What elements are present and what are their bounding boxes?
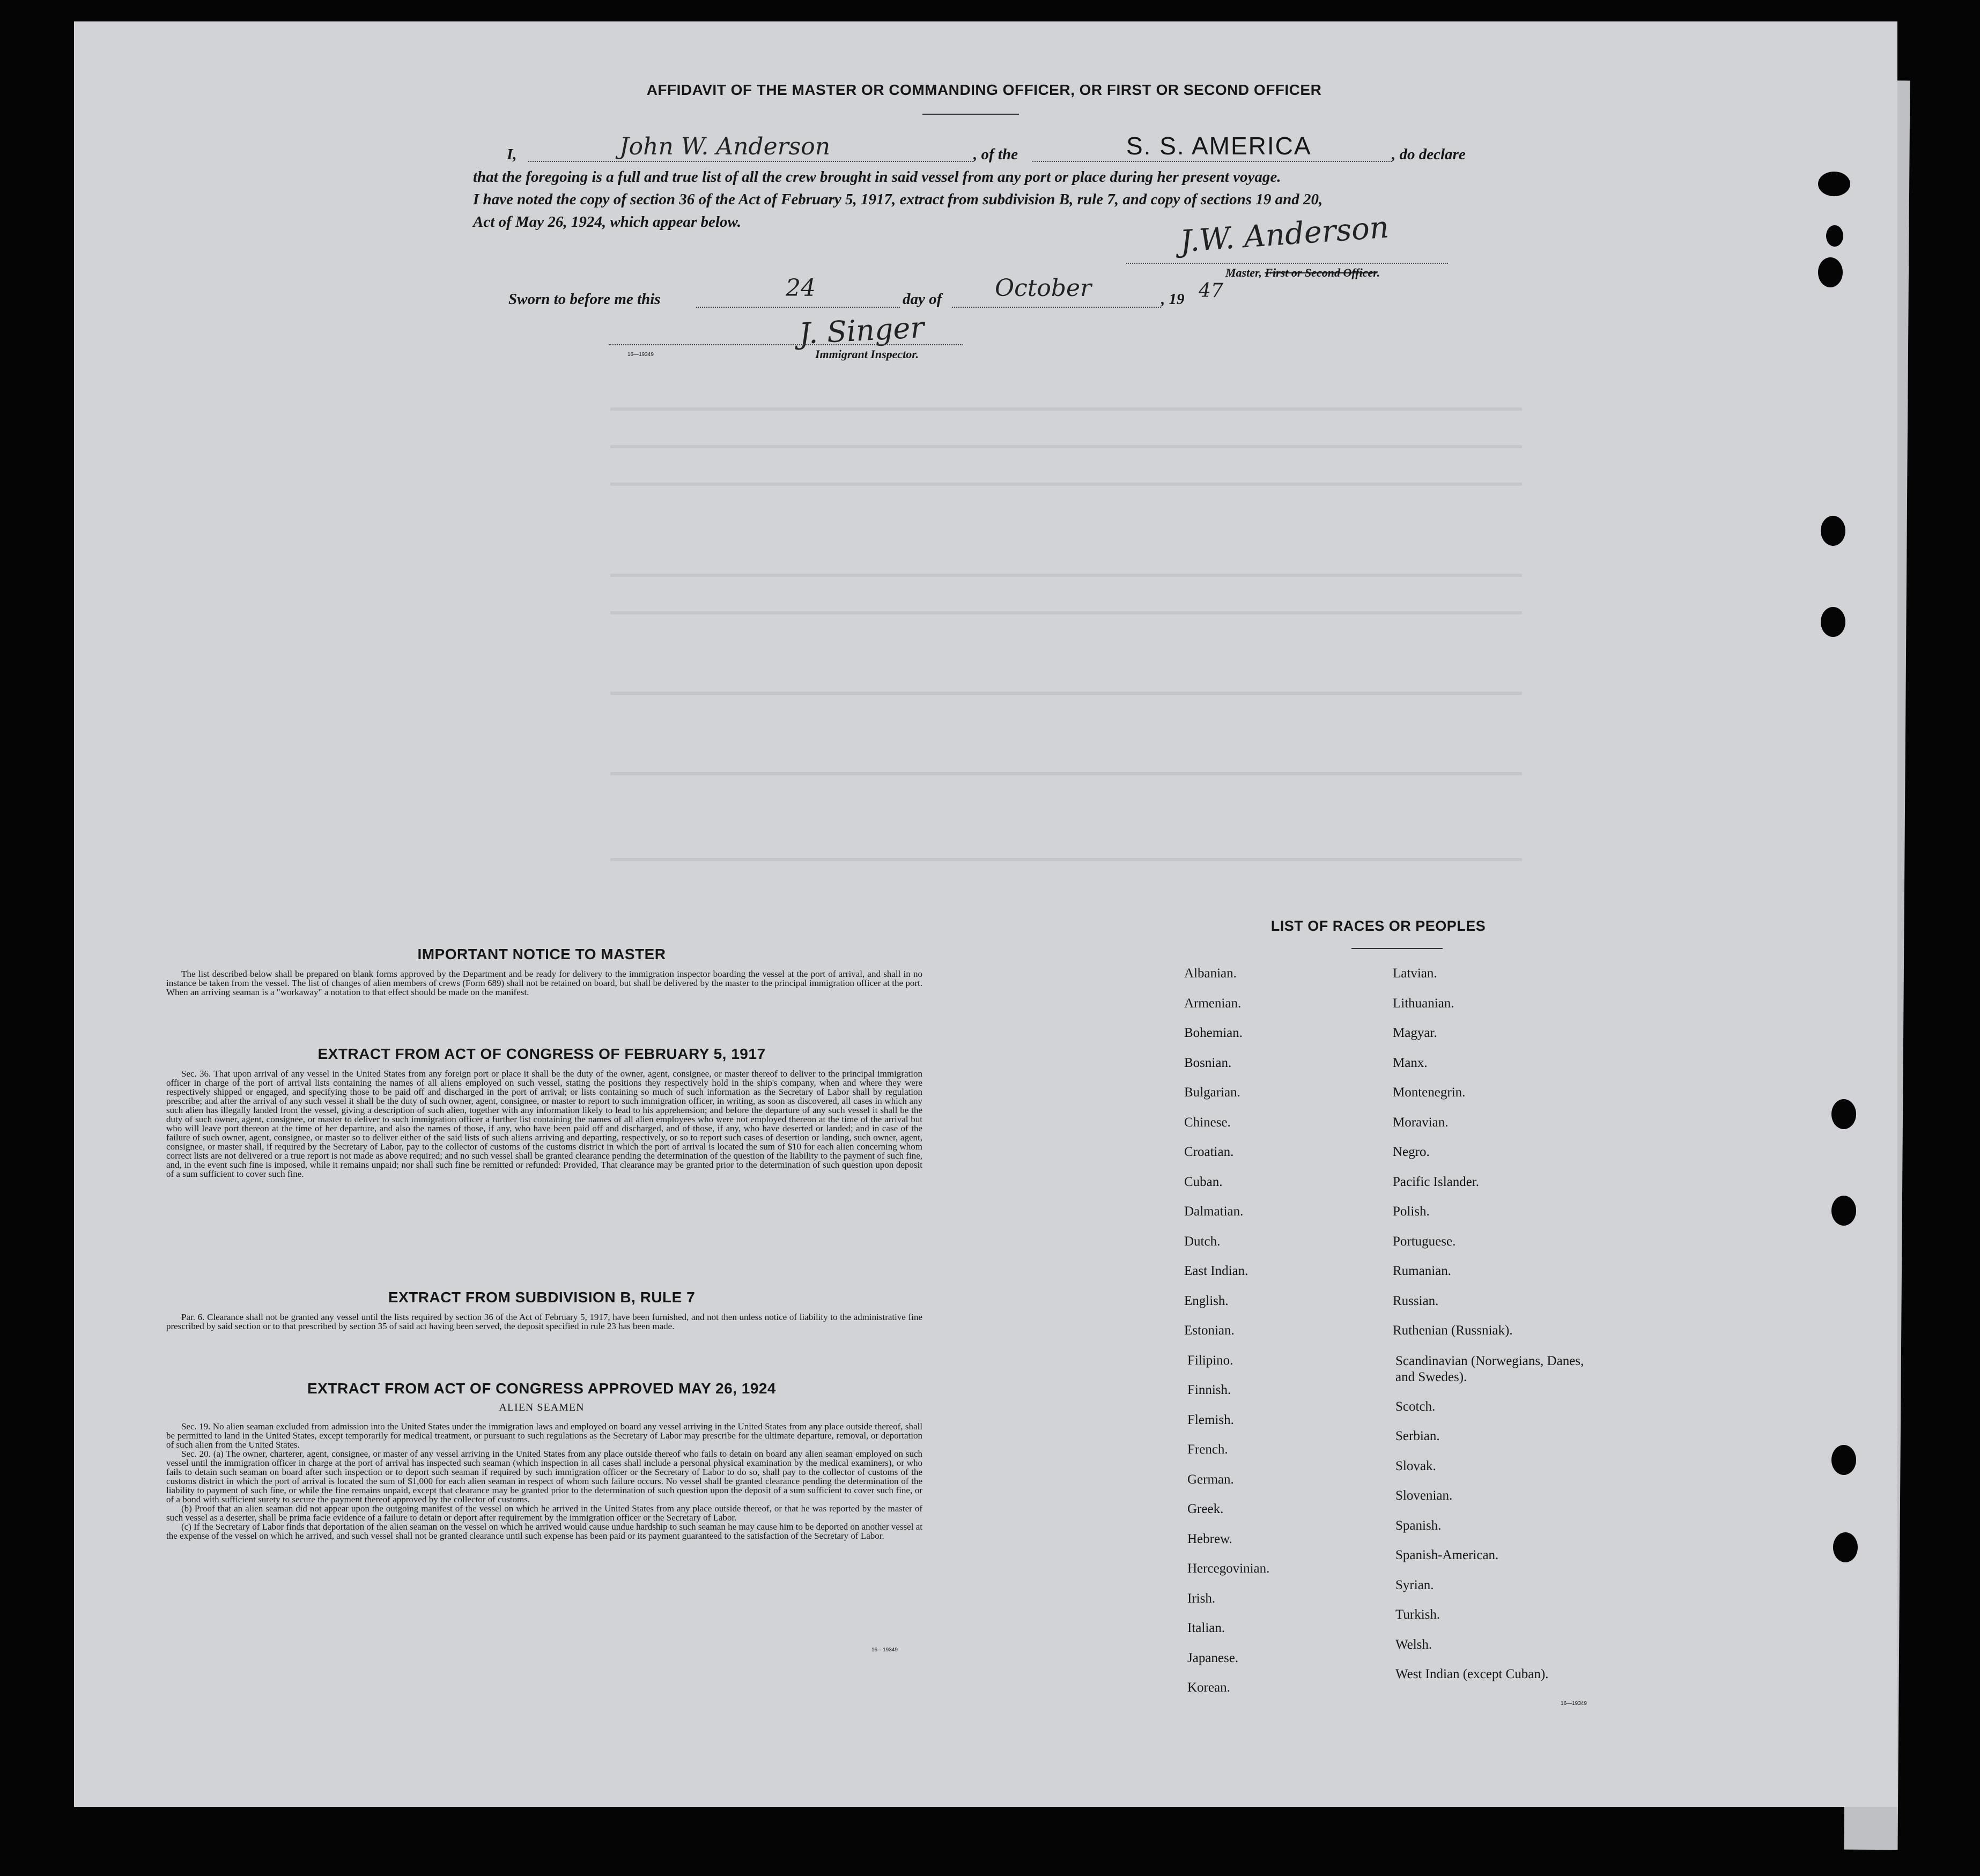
affidavit-do-declare: , do declare [1392,146,1466,163]
race-item: English. [1184,1293,1229,1308]
bleed-through-row [610,407,1522,411]
form-number-notice: 16—19349 [871,1647,898,1653]
sworn-year-handwritten: 47 [1199,280,1223,302]
master-signature: J.W. Anderson [1179,210,1390,259]
affidavit-i-label: I, [507,146,517,163]
form-number-top: 16—19349 [627,352,654,358]
punch-hole [1833,1532,1858,1562]
race-item: Filipino. [1187,1353,1233,1368]
punch-hole [1826,225,1843,247]
bleed-through-row [610,445,1522,448]
extract-1917-text: Sec. 36. That upon arrival of any vessel in the United States from any foreign port or place it shall be the duty of the owner, agent, consignee, or master thereof to deliver to the principal immigration officer in charge of the port of arrival lists containing the names of all aliens employed on such vessel, stating the positions they respectively hold in the ship's company, when and where they were respectively shipped or engaged, and specifying those to be paid off and discharged in the port of arrival; or lists containing so much of such information as the Secretary of Labor shall by regulation prescribe; and after the arrival of any such vessel it shall be the duty of such owner, agent, consignee, or master to report to such immigration officer, in writing, as soon as discovered, all cases in which any such alien has illegally landed from the vessel, giving a description of such alien, together with any information likely to lead to his apprehension; and before the departure of any such vessel it shall be the duty of such owner, agent, consignee, or master to deliver to such immigration officer a further list containing the names of all alien employees who were not employed thereon at the time of the arrival but who will leave port thereon at the time of her departure, and also the names of those, if any, who have been paid off and discharged, and of those, if any, who have deserted or landed; and in case of the failure of such owner, agent, consignee, or master so to deliver either of the said lists of such aliens arriving and departing, respectively, or so to report such cases of desertion or landing, such owner, agent, consignee, or master shall, if required by the Secretary of Labor, pay to the collector of customs of the customs district in which the port of arrival is located the sum of $10 for each alien concerning whom correct lists are not delivered or a true report is not made as above required; and no such vessel shall be granted clearance pending the determination of the question of the liability to the payment of such fine, and, in the event such fine is imposed, while it remains unpaid; nor shall such fine be remitted or refunded: Provided, That clearance may be granted prior to the determination of such question upon deposit of a sum sufficient to cover such fine. [166,1069,922,1179]
race-item: Armenian. [1184,996,1242,1011]
race-item: Scandinavian (Norwegians, Danes, and Swedes). [1395,1353,1584,1384]
punch-hole [1818,257,1843,287]
race-item: West Indian (except Cuban). [1395,1667,1549,1682]
race-item: Italian. [1187,1621,1225,1635]
vessel-name-line [1032,161,1392,162]
inspector-signature-line [609,344,963,345]
master-label: Master, [1225,266,1262,279]
race-item: Negro. [1393,1145,1430,1159]
bleed-through-row [610,858,1522,861]
race-item: Japanese. [1187,1650,1239,1665]
race-item: Cuban. [1184,1174,1223,1189]
race-item: Dutch. [1184,1234,1221,1249]
notice-text: The list described below shall be prepared on blank forms approved by the Department and be ready for delivery to the immigration inspector boarding the vessel at the port of arrival, and shall in no instance be taken from the vessel. The list of changes of alien members of crews (Form 689) shall not be retained on board, but shall be delivered by the master to the principal immigration officer at the port. When an arriving seaman is a "workaway" a notation to that effect should be made on the manifest. [166,969,922,997]
race-item: Spanish-American. [1395,1548,1499,1563]
title-divider [922,114,1019,115]
race-item: Serbian. [1395,1429,1440,1444]
punch-hole [1831,1445,1856,1475]
sworn-day-handwritten: 24 [786,275,816,302]
race-item: Portuguese. [1393,1234,1456,1249]
race-item: Turkish. [1395,1607,1440,1622]
struck-officer-label: First or Second Officer [1265,266,1377,279]
race-item: Pacific Islander. [1393,1174,1480,1189]
affidavit-line-2: that the foregoing is a full and true list of all the crew brought in said vessel from any port or place during her present voyage. [473,168,1281,186]
punch-hole [1821,607,1845,637]
inspector-signature: J. Singer [798,310,925,351]
race-item: Croatian. [1184,1145,1234,1159]
race-item: Irish. [1187,1591,1216,1606]
race-item: Finnish. [1187,1383,1231,1397]
sworn-month-handwritten: October [995,275,1092,302]
race-item: Russian. [1393,1293,1439,1308]
race-item: Welsh. [1395,1637,1432,1652]
day-of-label: day of [903,291,942,308]
race-item: Ruthenian (Russniak). [1393,1323,1513,1338]
race-item: Bohemian. [1184,1026,1243,1040]
extract-rule7-title: EXTRACT FROM SUBDIVISION B, RULE 7 [388,1289,696,1306]
race-item: Lithuanian. [1393,996,1454,1011]
bleed-through-row [610,483,1522,486]
race-item: Montenegrin. [1393,1085,1466,1100]
race-item: Bulgarian. [1184,1085,1240,1100]
notice-title: IMPORTANT NOTICE TO MASTER [417,946,666,962]
race-item: Slovak. [1395,1458,1436,1473]
form-number-races: 16—19349 [1561,1701,1587,1707]
race-item: Polish. [1393,1204,1430,1219]
extract-rule7-text: Par. 6. Clearance shall not be granted any vessel until the lists required by section 36 of the Act of February 5, 1917, have been furnished, and not then unless notice of liability to the administrative fine prescribed by said section or to that prescribed by section 35 of said act having been served, the deposit specified in rule 23 has been made. [166,1312,922,1331]
punch-hole [1821,516,1845,546]
race-item: Flemish. [1187,1412,1234,1427]
race-item: Bosnian. [1184,1055,1232,1070]
punch-hole [1818,172,1850,196]
race-item: Spanish. [1395,1518,1442,1533]
race-item: Syrian. [1395,1577,1434,1592]
race-item: Magyar. [1393,1026,1437,1040]
master-title-label: Master, First or Second Officer. [1225,266,1380,279]
race-item: German. [1187,1472,1234,1487]
section-20b-text: (b) Proof that an alien seaman did not appear upon the outgoing manifest of the vessel on which he arrived in the United States from any place outside thereof, or that he was reported by the master of such vessel as a deserter, shall be prima facie evidence of a failure to detain or deport after requirement by the immigration officer or the Secretary of Labor. [166,1503,922,1523]
punch-hole [1831,1099,1856,1129]
section-19-text: Sec. 19. No alien seaman excluded from admission into the United States under the immigration laws and employed on board any vessel arriving in the United States from any place outside thereof, shall be permitted to land in the United States, except temporarily for medical treatment, or pursuant to such regulations as the Secretary of Labor may prescribe for the ultimate departure, removal, or deportation of such alien from the United States. [166,1421,922,1450]
bleed-through-row [610,611,1522,614]
affidavit-line-3: I have noted the copy of section 36 of the Act of February 5, 1917, extract from subdivision B, rule 7, and copy of sections 19 and 20, [473,191,1323,208]
punch-hole [1831,1196,1856,1226]
affidavit-title: AFFIDAVIT OF THE MASTER OR COMMANDING OFFICER, OR FIRST OR SECOND OFFICER [646,81,1322,98]
race-item: Slovenian. [1395,1488,1453,1503]
affidavit-of-the: , of the [973,146,1018,163]
race-item: East Indian. [1184,1264,1248,1278]
vessel-name: S. S. AMERICA [1126,132,1312,160]
race-item: Dalmatian. [1184,1204,1244,1219]
bleed-through-row [610,574,1522,577]
bleed-through-row [610,692,1522,695]
extract-1924-text [166,1422,922,1540]
alien-seamen-subtitle: ALIEN SEAMEN [499,1402,585,1413]
race-item: Latvian. [1393,966,1437,981]
master-name-handwritten: John W. Anderson [619,133,831,160]
races-title: LIST OF RACES OR PEOPLES [1270,918,1486,934]
race-item: Manx. [1393,1055,1428,1070]
sworn-month-line [952,307,1161,308]
master-name-line [528,161,973,162]
race-item: Moravian. [1393,1115,1449,1130]
sworn-day-line [696,307,900,308]
race-item: Chinese. [1184,1115,1231,1130]
extract-1924-title: EXTRACT FROM ACT OF CONGRESS APPROVED MAY 26, 1924 [307,1380,776,1397]
race-item: Korean. [1187,1680,1230,1695]
races-divider [1351,948,1443,949]
race-item: Scotch. [1395,1399,1436,1414]
master-signature-line [1126,263,1448,264]
race-item: French. [1187,1442,1228,1457]
inspector-label: Immigrant Inspector. [815,347,919,361]
race-item: Rumanian. [1393,1264,1452,1278]
race-item: Estonian. [1184,1323,1235,1338]
extract-1917-title: EXTRACT FROM ACT OF CONGRESS OF FEBRUARY 5, 1917 [317,1045,766,1062]
race-item: Hebrew. [1187,1531,1232,1546]
sworn-label: Sworn to before me this [508,291,661,308]
race-item: Greek. [1187,1502,1224,1516]
section-20c-text: (c) If the Secretary of Labor finds that deportation of the alien seaman on the vessel on which he arrived would cause undue hardship to such seaman he may cause him to be deported on another vessel at the expense of the vessel on which he arrived, and such vessel shall not be granted clearance until such expense has been paid or its payment guaranteed to the satisfaction of the Secretary of Labor. [166,1522,922,1541]
year-prefix: , 19 [1161,291,1185,308]
race-item: Albanian. [1184,966,1237,981]
section-20a-text: Sec. 20. (a) The owner, charterer, agent, consignee, or master of any vessel arriving in the United States from any place outside thereof who fails to detain on board any alien seaman employed on such vessel until the immigration officer in charge at the port of arrival has inspected such seaman (which inspection in all cases shall include a personal physical examination by the medical examiners), or who fails to detain such seaman on board after such inspection or to deport such seaman if required by such immigration officer or the Secretary of Labor to do so, shall pay to the collector of customs of the customs district in which the port of arrival is located the sum of $1,000 for each alien seaman in respect of whom such failure occurs. No vessel shall be granted clearance pending the determination of the liability to payment of such fine, or while the fine remains unpaid, except that clearance may be granted prior to the determination of such question upon the deposit of a sum sufficient to cover such fine, or of a bond with sufficient surety to secure the payment thereof approved by the collector of customs. [166,1449,922,1504]
affidavit-line-4: Act of May 26, 1924, which appear below. [473,213,741,231]
bleed-through-row [610,772,1522,775]
race-item: Hercegovinian. [1187,1561,1270,1576]
